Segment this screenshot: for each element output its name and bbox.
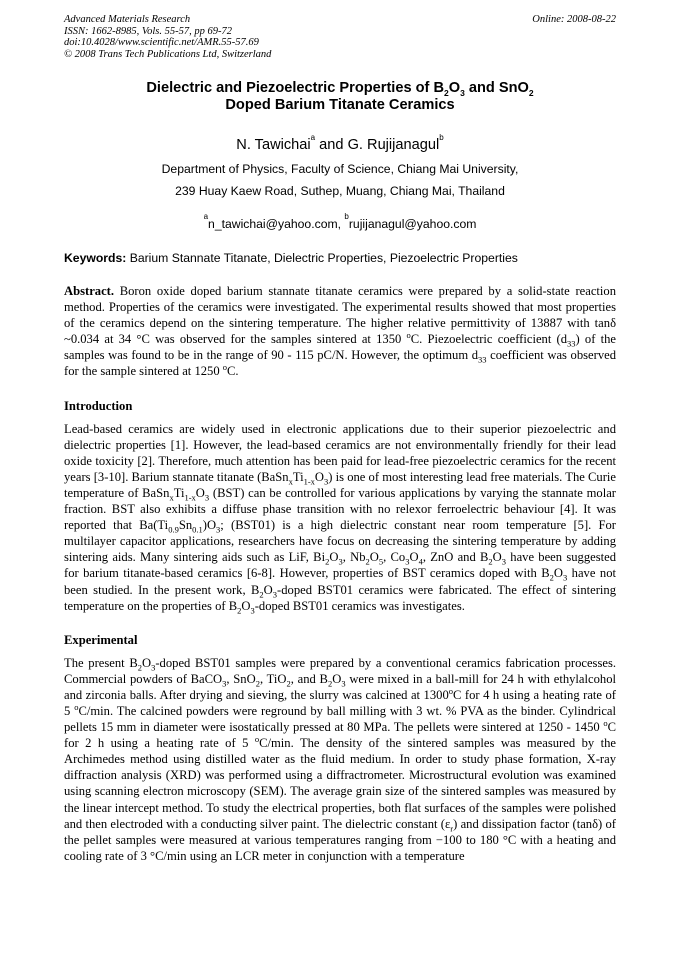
keywords [64,250,616,266]
online-date: Online: 2008-08-22 [532,14,616,25]
abstract-label: Abstract. [64,284,115,298]
affiliation [64,158,616,202]
experimental-heading: Experimental [64,632,138,647]
paper-title [64,80,616,114]
authors [64,128,616,155]
header-meta [64,14,616,60]
email-a[interactable]: n_tawichai@yahoo.com, [208,217,342,231]
keywords-label: Keywords: [64,251,127,265]
introduction-heading: Introduction [64,398,133,413]
title-line-1: Dielectric and Piezoelectric Properties of $B_2O_3$ and SnO$_2$ [146,80,534,98]
author-1: N. Tawichai [236,137,311,153]
abstract: Abstract. Boron oxide doped barium stannate titanate ceramics were prepared by a solid-state reaction method. Properties of the ceramics were investigated. The experimental results showed that most properties of the ceramics depend on the sintering temperature. The higher relative permittivity of 13887 with tanδ ~0.034 at 34 °C was observed for the samples sintered at 1350 $^o$C. Piezoelectric coefficient $(d_{33})$ of the samples was found to be in the range of 90 - 115 pC/N. However, the optimum $d_{33}$ coefficient was observed for the sample sintered at 1250 $^o$C. [64,284,616,379]
author-2: and G. Rujijanagul [315,137,440,153]
title-line-2: Doped Barium Titanate Ceramics [225,97,455,113]
affiliation-line-2: 239 Huay Kaew Road, Suthep, Muang, Chiang Mai, Thailand [175,184,505,198]
doi-line: doi:10.4028/www.scientific.net/AMR.55-57.69 [64,37,259,48]
issn-line: ISSN: 1662-8985, Vols. 55-57, pp 69-72 [64,25,232,37]
affiliation-line-1: Department of Physics, Faculty of Science, Chiang Mai University, [161,162,519,176]
affil-mark-b: b [439,133,444,142]
introduction-paragraph: Lead-based ceramics are widely used in electronic applications due to their superior piezoelectric and dielectric properties [1]. However, the lead-based ceramics are not environmentally friendly for their lead oxide toxicity [2]. Therefore, much attention has been paid for lead-free piezoelectric ceramics for the recent years [3-10]. Barium stannate titanate $(BaSn_xTi_{1-x}O_3)$ is one of most interesting lead free materials. The Curie temperature of $BaSn_xTi_{1-x}O_3$ (BST) can be controlled for various applications by varying the stannate molar fraction. BST also exhibits a diffuse phase transition with no relexor ferroelectric behaviour [4]. It was reported that $Ba(Ti_{0.9}Sn_{0.1})O_3$; (BST01) is a high dielectric constant near room temperature [5]. For multilayer capacitor applications, researchers have focus on decreasing the sintering temperature by adding sintering aids. Many sintering aids such as LiF, $Bi_2O_3$, $Nb_2O_5$, $Co_3O_4$, ZnO and $B_2O_3$ have been suggested for barium titanate-based ceramics [6-8]. However, properties of BST ceramics doped with $B_2O_3$ have not been studied. In the present work, $B_2O_3$-doped BST01 ceramics were fabricated. The effect of sintering temperature on the properties of $B_2O_3$-doped BST01 ceramics was investigates. [64,421,616,616]
paper-page [64,14,616,864]
email-b[interactable]: rujijanagul@yahoo.com [348,217,477,231]
copyright-line: © 2008 Trans Tech Publications Ltd, Switzerland [64,48,272,60]
experimental-paragraph: The present $B_2O_3$-doped BST01 samples were prepared by a conventional ceramics fabrication processes. Commercial powders of BaCO$_3$, SnO$_2$, TiO$_2$, and $B_2O_3$ were mixed in a ball-mill for 24 h with ethylalcohol and zirconia balls. After drying and sieving, the slurry was calcined at 1300$^o$C for 4 h using a heating rate of 5 $^o$C/min. The calcined powders were reground by ball milling with 3 wt. % PVA as the binder. Cylindrical pellets 15 mm in diameter were isostatically pressed at 80 MPa. The pellets were sintered at 1250 - 1450 $^o$C for 2 h using a heating rate of 5 $^o$C/min. The density of the sintered samples was measured by the Archimedes method using distilled water as the fluid medium. In order to study phase formation, X-ray diffraction analysis (XRD) was performed using a diffractrometer. Microstructural evolution was examined using scanning electron microscopy (SEM). The average grain size of the sintered samples was measured by the linear intercept method. To study the electrical properties, both flat surfaces of the samples were polished and then electroded with a conducting silver paint. The dielectric constant $(\varepsilon_r)$ and dissipation factor (tanδ) of the pellet samples were measured at various temperatures ranging from −100 to 180 °C with a heating and cooling rate of 3 °C/min using an LCR meter in conjunction with a temperature [64,655,617,863]
journal-name: Advanced Materials Research [64,14,191,25]
keywords-text: Barium Stannate Titanate, Dielectric Properties, Piezoelectric Properties [126,251,518,265]
affil-mark-a: a [310,133,316,142]
author-emails: $^a$n_tawichai@yahoo.com, $^b$rujijanagul@yahoo.com [203,212,477,231]
